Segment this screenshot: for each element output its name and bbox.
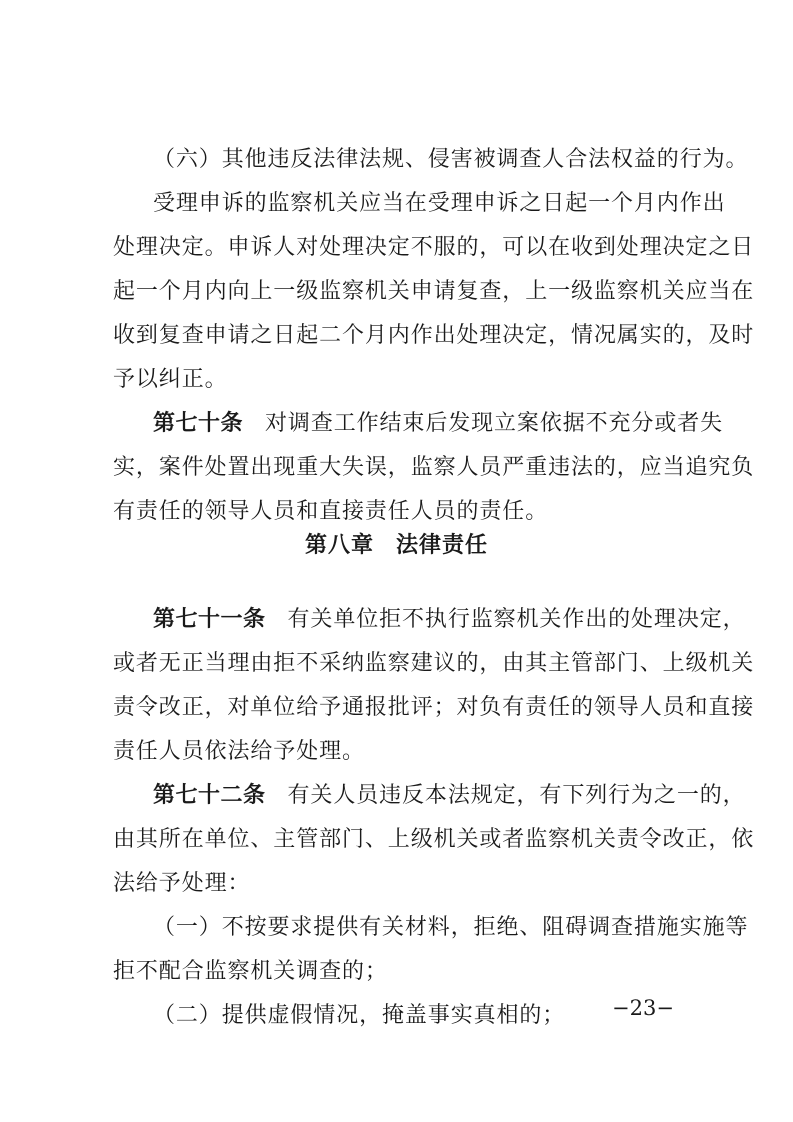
- paragraph-line: 由其所在单位、主管部门、上级机关或者监察机关责令改正，依: [113, 827, 755, 852]
- article-71-label: 第七十一条: [153, 607, 266, 632]
- paragraph-line: 责令改正，对单位给予通报批评；对负有责任的领导人员和直接: [113, 695, 755, 720]
- paragraph-line: 实，案件处置出现重大失误，监察人员严重违法的，应当追究负: [113, 455, 755, 480]
- document-page: [113, 138, 755, 534]
- article-72-text: 有关人员违反本法规定，有下列行为之一的，: [287, 783, 746, 808]
- chapter-heading: [0, 528, 793, 559]
- article-70-text: 对调查工作结束后发现立案依据不充分或者失: [265, 411, 724, 436]
- item-2-line: （二）提供虚假情况，掩盖事实真相的；: [153, 1003, 566, 1028]
- paragraph-line: 拒不配合监察机关调查的；: [113, 959, 388, 984]
- paragraph-line: 或者无正当理由拒不采纳监察建议的，由其主管部门、上级机关: [113, 651, 755, 676]
- document-page-lower: [113, 598, 755, 1038]
- paragraph-line: 起一个月内向上一级监察机关申请复查，上一级监察机关应当在: [113, 279, 755, 304]
- chapter-title: 法律责任: [396, 533, 489, 558]
- paragraph-line: 受理申诉的监察机关应当在受理申诉之日起一个月内作出: [153, 191, 726, 216]
- paragraph-line: 法给予处理：: [113, 871, 251, 896]
- paragraph-line: 处理决定。申诉人对处理决定不服的，可以在收到处理决定之日: [113, 235, 755, 260]
- paragraph-line: 责任人员依法给予处理。: [113, 739, 365, 764]
- article-70-line: [113, 402, 724, 446]
- clause-6: （六）其他违反法律法规、侵害被调查人合法权益的行为。: [153, 147, 749, 172]
- paragraph-line: 有责任的领导人员和直接责任人员的责任。: [113, 499, 549, 524]
- page-number: −23−: [612, 996, 674, 1020]
- paragraph-line: 予以纠正。: [113, 367, 228, 392]
- paragraph-line: 收到复查申请之日起二个月内作出处理决定，情况属实的，及时: [113, 323, 755, 348]
- item-1-line: （一）不按要求提供有关材料，拒绝、阻碍调查措施实施等: [153, 915, 749, 940]
- article-71-text: 有关单位拒不执行监察机关作出的处理决定，: [287, 607, 746, 632]
- article-72-line: [113, 774, 746, 818]
- article-72-label: 第七十二条: [153, 783, 266, 808]
- article-71-line: [113, 598, 746, 642]
- article-70-label: 第七十条: [153, 411, 244, 436]
- chapter-number: 第八章: [304, 533, 374, 558]
